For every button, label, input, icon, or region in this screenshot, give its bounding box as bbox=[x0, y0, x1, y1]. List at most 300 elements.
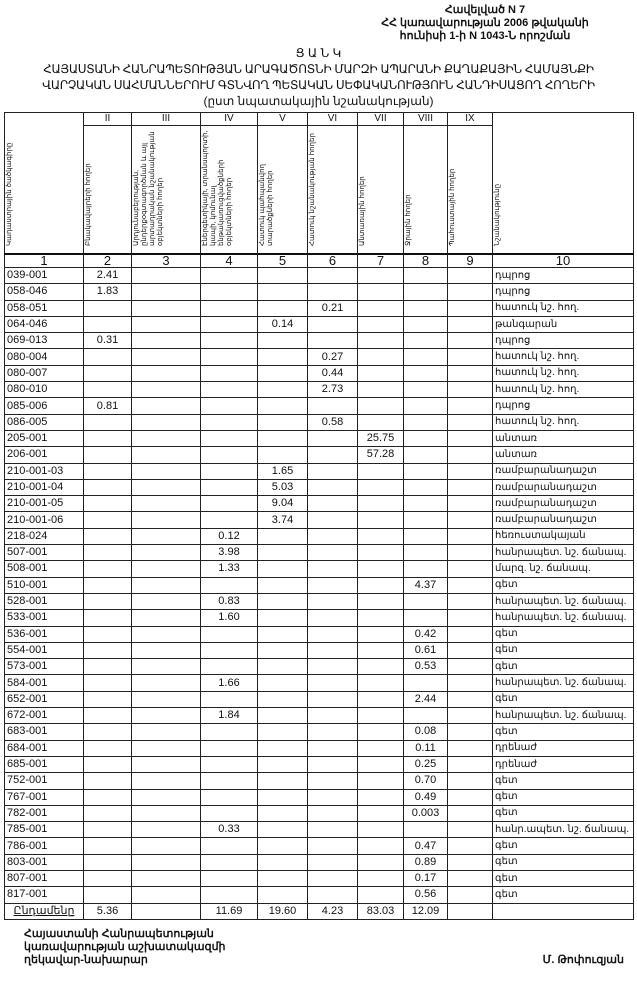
area-value bbox=[448, 773, 493, 789]
table-row bbox=[5, 447, 634, 463]
area-value: 0.44 bbox=[308, 365, 358, 381]
area-value bbox=[201, 659, 258, 675]
area-value bbox=[308, 561, 358, 577]
purpose-note: հանրապետ. նշ. ճանապ. bbox=[493, 708, 634, 724]
area-value bbox=[308, 740, 358, 756]
area-value bbox=[201, 805, 258, 821]
area-value bbox=[448, 382, 493, 398]
column-header: Էներգետիկայի, տրանսպորտի, կապի, կոմունալ ենթակառուցվածքների օբյեկտների հողեր bbox=[202, 130, 233, 246]
column-header-cell bbox=[201, 126, 258, 255]
area-value bbox=[132, 870, 201, 886]
area-value: 25.75 bbox=[358, 430, 404, 446]
purpose-note: դրենաժ bbox=[493, 756, 634, 772]
column-number: 7 bbox=[358, 254, 404, 268]
area-value bbox=[258, 691, 308, 707]
area-value bbox=[308, 430, 358, 446]
area-value bbox=[132, 642, 201, 658]
area-value bbox=[448, 447, 493, 463]
cadastral-code: 683-001 bbox=[5, 724, 84, 740]
area-value: 1.33 bbox=[201, 561, 258, 577]
area-value bbox=[258, 838, 308, 854]
area-value bbox=[404, 300, 448, 316]
column-header-cell bbox=[493, 113, 634, 255]
area-value bbox=[84, 528, 132, 544]
area-value bbox=[258, 626, 308, 642]
area-value bbox=[358, 463, 404, 479]
column-number: 8 bbox=[404, 254, 448, 268]
roman-numeral-cell: VII bbox=[358, 113, 404, 126]
column-header-cell bbox=[404, 126, 448, 255]
area-value bbox=[258, 447, 308, 463]
roman-numeral-cell: II bbox=[84, 113, 132, 126]
area-value bbox=[201, 577, 258, 593]
area-value: 0.49 bbox=[404, 789, 448, 805]
table-row bbox=[5, 463, 634, 479]
area-value bbox=[404, 528, 448, 544]
cadastral-code: 080-004 bbox=[5, 349, 84, 365]
area-value: 0.83 bbox=[201, 593, 258, 609]
area-value bbox=[132, 593, 201, 609]
table-row bbox=[5, 740, 634, 756]
area-value bbox=[358, 724, 404, 740]
total-note bbox=[493, 903, 634, 919]
area-value bbox=[132, 447, 201, 463]
area-value bbox=[448, 626, 493, 642]
purpose-note: գետ bbox=[493, 838, 634, 854]
annex-number: Հավելված N 7 bbox=[444, 4, 526, 16]
area-value bbox=[84, 691, 132, 707]
area-value bbox=[358, 561, 404, 577]
area-value bbox=[358, 870, 404, 886]
table-row bbox=[5, 691, 634, 707]
column-header: Անտառային հողեր bbox=[359, 176, 366, 246]
area-value: 2.41 bbox=[84, 268, 132, 284]
area-value bbox=[358, 577, 404, 593]
area-value bbox=[201, 463, 258, 479]
area-value: 2.73 bbox=[308, 382, 358, 398]
area-value bbox=[448, 496, 493, 512]
cadastral-code: 085-006 bbox=[5, 398, 84, 414]
cadastral-code: 210-001-04 bbox=[5, 479, 84, 495]
area-value bbox=[201, 789, 258, 805]
purpose-note: հանրապետ. նշ. ճանապ. bbox=[493, 675, 634, 691]
area-value bbox=[308, 593, 358, 609]
table-row bbox=[5, 496, 634, 512]
area-value bbox=[132, 430, 201, 446]
document-title-block bbox=[4, 45, 633, 109]
area-value bbox=[84, 887, 132, 903]
area-value bbox=[84, 430, 132, 446]
area-value bbox=[404, 675, 448, 691]
area-value bbox=[358, 365, 404, 381]
table-row bbox=[5, 870, 634, 886]
area-value bbox=[358, 610, 404, 626]
area-value bbox=[404, 561, 448, 577]
area-value bbox=[84, 756, 132, 772]
area-value bbox=[358, 316, 404, 332]
area-value bbox=[132, 382, 201, 398]
table-row bbox=[5, 773, 634, 789]
table-row bbox=[5, 479, 634, 495]
column-header: Պահուստային հողեր bbox=[449, 168, 456, 246]
cadastral-code: 080-007 bbox=[5, 365, 84, 381]
roman-numeral-cell: VI bbox=[308, 113, 358, 126]
table-row bbox=[5, 642, 634, 658]
area-value bbox=[84, 479, 132, 495]
purpose-note: գետ bbox=[493, 854, 634, 870]
table-row bbox=[5, 284, 634, 300]
area-value bbox=[258, 708, 308, 724]
area-value bbox=[404, 349, 448, 365]
column-header: Հատուկ նշանակության հողեր bbox=[309, 133, 316, 246]
area-value bbox=[84, 496, 132, 512]
signer-title bbox=[24, 928, 226, 967]
area-value bbox=[258, 773, 308, 789]
area-value bbox=[404, 414, 448, 430]
area-value: 0.61 bbox=[404, 642, 448, 658]
area-value bbox=[132, 805, 201, 821]
area-value bbox=[132, 659, 201, 675]
purpose-note: գետ bbox=[493, 773, 634, 789]
area-value bbox=[258, 268, 308, 284]
annex-decree-line: ՀՀ կառավարության 2006 թվականի bbox=[381, 17, 589, 29]
area-value: 0.11 bbox=[404, 740, 448, 756]
area-value bbox=[308, 659, 358, 675]
area-value: 0.42 bbox=[404, 626, 448, 642]
area-value bbox=[358, 805, 404, 821]
column-header-cell bbox=[448, 126, 493, 255]
purpose-note: գետ bbox=[493, 789, 634, 805]
area-value bbox=[84, 561, 132, 577]
table-row bbox=[5, 675, 634, 691]
table-row bbox=[5, 659, 634, 675]
area-value bbox=[308, 316, 358, 332]
purpose-note: գետ bbox=[493, 724, 634, 740]
area-value bbox=[201, 447, 258, 463]
area-value: 0.70 bbox=[404, 773, 448, 789]
area-value bbox=[358, 284, 404, 300]
area-value bbox=[358, 659, 404, 675]
area-value bbox=[201, 870, 258, 886]
area-value bbox=[201, 398, 258, 414]
area-value bbox=[258, 659, 308, 675]
roman-numeral-cell: III bbox=[132, 113, 201, 126]
area-value bbox=[404, 512, 448, 528]
purpose-note: դպրոց bbox=[493, 268, 634, 284]
area-value bbox=[448, 854, 493, 870]
column-number: 9 bbox=[448, 254, 493, 268]
cadastral-code: 652-001 bbox=[5, 691, 84, 707]
area-value bbox=[201, 300, 258, 316]
area-value: 5.03 bbox=[258, 479, 308, 495]
area-value bbox=[201, 740, 258, 756]
roman-numeral-cell: IV bbox=[201, 113, 258, 126]
table-row bbox=[5, 349, 634, 365]
total-value bbox=[132, 903, 201, 919]
area-value bbox=[448, 300, 493, 316]
cadastral-code: 058-051 bbox=[5, 300, 84, 316]
purpose-note: հատուկ նշ. հող. bbox=[493, 365, 634, 381]
area-value bbox=[448, 577, 493, 593]
area-value bbox=[258, 561, 308, 577]
area-value bbox=[258, 528, 308, 544]
area-value bbox=[132, 724, 201, 740]
area-value bbox=[132, 414, 201, 430]
total-value: 12.09 bbox=[404, 903, 448, 919]
area-value bbox=[308, 545, 358, 561]
area-value bbox=[448, 675, 493, 691]
area-value bbox=[358, 626, 404, 642]
area-value bbox=[84, 773, 132, 789]
area-value bbox=[308, 642, 358, 658]
column-header-cell bbox=[5, 113, 84, 255]
purpose-note: հատուկ նշ. հող. bbox=[493, 414, 634, 430]
area-value bbox=[404, 430, 448, 446]
area-value bbox=[132, 268, 201, 284]
area-value bbox=[448, 545, 493, 561]
area-value: 0.89 bbox=[404, 854, 448, 870]
column-number: 4 bbox=[201, 254, 258, 268]
area-value bbox=[308, 512, 358, 528]
total-value: 11.69 bbox=[201, 903, 258, 919]
table-row bbox=[5, 822, 634, 838]
land-table bbox=[4, 112, 634, 920]
area-value bbox=[258, 284, 308, 300]
area-value bbox=[84, 593, 132, 609]
column-number: 5 bbox=[258, 254, 308, 268]
document-title-line-2: ՎԱՐՉԱԿԱՆ ՍԱՀՄԱՆՆԵՐՈՒՄ ԳՏՆՎՈՂ ՊԵՏԱԿԱՆ ՍԵՓԱԿԱՆՈՒԹՅՈՒՆ ՀԱՆԴԻՍԱՑՈՂ ՀՈՂԵՐԻ bbox=[42, 78, 595, 92]
area-value bbox=[308, 773, 358, 789]
area-value: 1.84 bbox=[201, 708, 258, 724]
area-value bbox=[258, 365, 308, 381]
area-value bbox=[258, 333, 308, 349]
area-value bbox=[258, 887, 308, 903]
cadastral-code: 064-046 bbox=[5, 316, 84, 332]
cadastral-code: 786-001 bbox=[5, 838, 84, 854]
cadastral-code: 584-001 bbox=[5, 675, 84, 691]
area-value: 57.28 bbox=[358, 447, 404, 463]
column-header-cell bbox=[358, 126, 404, 255]
area-value bbox=[201, 316, 258, 332]
table-row bbox=[5, 398, 634, 414]
cadastral-code: 752-001 bbox=[5, 773, 84, 789]
area-value: 1.66 bbox=[201, 675, 258, 691]
cadastral-code: 528-001 bbox=[5, 593, 84, 609]
purpose-note: դրենաժ bbox=[493, 740, 634, 756]
cadastral-code: 554-001 bbox=[5, 642, 84, 658]
signer-title-line-2: կառավարության աշխատակազմի bbox=[24, 940, 226, 953]
area-value bbox=[84, 512, 132, 528]
area-value bbox=[308, 479, 358, 495]
table-row bbox=[5, 512, 634, 528]
cadastral-code: 785-001 bbox=[5, 822, 84, 838]
area-value bbox=[84, 463, 132, 479]
total-value: 4.23 bbox=[308, 903, 358, 919]
area-value bbox=[308, 708, 358, 724]
table-row bbox=[5, 789, 634, 805]
area-value bbox=[308, 333, 358, 349]
column-header: Արդյունաբերության, ընդերքօգտագործման և այլ արտադրական նշանակության օբյեկտների հողեր bbox=[133, 131, 164, 246]
area-value bbox=[132, 365, 201, 381]
area-value bbox=[132, 496, 201, 512]
area-value bbox=[258, 822, 308, 838]
purpose-note: գետ bbox=[493, 659, 634, 675]
area-value bbox=[358, 479, 404, 495]
column-header: Կադաստրային ծածկագիրը bbox=[6, 142, 13, 246]
area-value bbox=[132, 545, 201, 561]
area-value bbox=[132, 349, 201, 365]
area-value bbox=[84, 870, 132, 886]
area-value bbox=[201, 773, 258, 789]
area-value bbox=[404, 822, 448, 838]
total-value: 83.03 bbox=[358, 903, 404, 919]
table-row bbox=[5, 838, 634, 854]
area-value bbox=[201, 642, 258, 658]
table-row bbox=[5, 300, 634, 316]
column-number: 2 bbox=[84, 254, 132, 268]
area-value bbox=[358, 691, 404, 707]
area-value bbox=[84, 414, 132, 430]
area-value bbox=[258, 789, 308, 805]
column-header-cell bbox=[84, 126, 132, 255]
area-value bbox=[308, 577, 358, 593]
area-value bbox=[201, 496, 258, 512]
purpose-note: դպրոց bbox=[493, 333, 634, 349]
column-header: Բնակավայրերի հողեր bbox=[85, 163, 92, 246]
area-value: 1.60 bbox=[201, 610, 258, 626]
area-value bbox=[358, 528, 404, 544]
area-value bbox=[201, 268, 258, 284]
area-value bbox=[132, 316, 201, 332]
area-value bbox=[258, 545, 308, 561]
column-number: 1 bbox=[5, 254, 84, 268]
area-value bbox=[448, 659, 493, 675]
area-value: 0.21 bbox=[308, 300, 358, 316]
area-value bbox=[258, 870, 308, 886]
cadastral-code: 058-046 bbox=[5, 284, 84, 300]
area-value bbox=[448, 642, 493, 658]
area-value bbox=[132, 708, 201, 724]
area-value: 0.56 bbox=[404, 887, 448, 903]
area-value bbox=[84, 724, 132, 740]
purpose-note: գետ bbox=[493, 691, 634, 707]
area-value bbox=[358, 512, 404, 528]
purpose-note: ռամբարանադաշտ bbox=[493, 496, 634, 512]
area-value bbox=[358, 838, 404, 854]
area-value bbox=[132, 691, 201, 707]
roman-numeral-cell: V bbox=[258, 113, 308, 126]
area-value bbox=[448, 479, 493, 495]
area-value bbox=[358, 854, 404, 870]
area-value bbox=[258, 382, 308, 398]
area-value bbox=[201, 854, 258, 870]
cadastral-code: 533-001 bbox=[5, 610, 84, 626]
purpose-note: հատուկ նշ. հող. bbox=[493, 300, 634, 316]
area-value bbox=[84, 365, 132, 381]
area-value bbox=[132, 398, 201, 414]
area-value bbox=[84, 626, 132, 642]
area-value: 0.58 bbox=[308, 414, 358, 430]
roman-numeral-cell: VIII bbox=[404, 113, 448, 126]
cadastral-code: 573-001 bbox=[5, 659, 84, 675]
purpose-note: գետ bbox=[493, 887, 634, 903]
area-value bbox=[308, 398, 358, 414]
cadastral-code: 210-001-05 bbox=[5, 496, 84, 512]
cadastral-code: 684-001 bbox=[5, 740, 84, 756]
area-value bbox=[404, 593, 448, 609]
cadastral-code: 672-001 bbox=[5, 708, 84, 724]
area-value bbox=[132, 756, 201, 772]
area-value bbox=[258, 349, 308, 365]
area-value bbox=[132, 675, 201, 691]
area-value bbox=[132, 773, 201, 789]
area-value bbox=[201, 724, 258, 740]
area-value bbox=[201, 626, 258, 642]
annex-decree-date: հունիսի 1-ի N 1043-Ն որոշման bbox=[399, 30, 571, 42]
purpose-note: անտառ bbox=[493, 447, 634, 463]
cadastral-code: 205-001 bbox=[5, 430, 84, 446]
cadastral-code: 508-001 bbox=[5, 561, 84, 577]
area-value bbox=[132, 577, 201, 593]
cadastral-code: 510-001 bbox=[5, 577, 84, 593]
purpose-note: ռամբարանադաշտ bbox=[493, 463, 634, 479]
area-value bbox=[404, 268, 448, 284]
area-value bbox=[448, 838, 493, 854]
area-value bbox=[358, 496, 404, 512]
signer-title-line-1: Հայաստանի Հանրապետության bbox=[24, 927, 214, 940]
area-value bbox=[132, 463, 201, 479]
area-value bbox=[358, 333, 404, 349]
document-heading: Ց Ա Ն Կ bbox=[295, 46, 342, 60]
area-value bbox=[404, 496, 448, 512]
column-header-cell bbox=[258, 126, 308, 255]
area-value: 0.81 bbox=[84, 398, 132, 414]
area-value bbox=[358, 593, 404, 609]
area-value bbox=[404, 545, 448, 561]
area-value bbox=[258, 577, 308, 593]
area-value bbox=[132, 740, 201, 756]
area-value bbox=[308, 691, 358, 707]
area-value: 0.33 bbox=[201, 822, 258, 838]
area-value bbox=[84, 789, 132, 805]
cadastral-code: 507-001 bbox=[5, 545, 84, 561]
table-row bbox=[5, 626, 634, 642]
total-value: 19.60 bbox=[258, 903, 308, 919]
area-value: 2.44 bbox=[404, 691, 448, 707]
cadastral-code: 210-001-03 bbox=[5, 463, 84, 479]
area-value bbox=[448, 268, 493, 284]
signer-title-line-3: ղեկավար-նախարար bbox=[24, 953, 148, 966]
area-value bbox=[258, 724, 308, 740]
area-value bbox=[308, 870, 358, 886]
area-value bbox=[258, 398, 308, 414]
area-value bbox=[358, 773, 404, 789]
area-value bbox=[404, 333, 448, 349]
column-header: Ջրային հողեր bbox=[405, 194, 412, 246]
area-value bbox=[448, 463, 493, 479]
area-value bbox=[404, 365, 448, 381]
area-value bbox=[201, 349, 258, 365]
area-value bbox=[201, 512, 258, 528]
annex-reference bbox=[335, 0, 635, 43]
area-value bbox=[201, 691, 258, 707]
cadastral-code: 039-001 bbox=[5, 268, 84, 284]
purpose-note: հանր.ապետ. նշ. ճանապ. bbox=[493, 822, 634, 838]
purpose-note: դպրոց bbox=[493, 284, 634, 300]
table-row bbox=[5, 545, 634, 561]
area-value bbox=[448, 430, 493, 446]
table-row bbox=[5, 430, 634, 446]
